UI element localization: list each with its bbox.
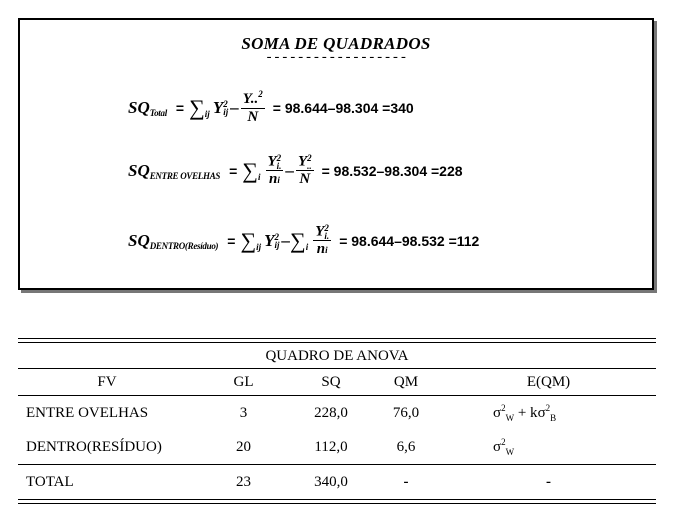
formula-result: = 98.532–98.304 =228 (321, 162, 463, 179)
term-sup: 2 (274, 231, 280, 242)
numerator-text: Y.. (242, 91, 259, 107)
sigma-sub: W (505, 447, 515, 457)
cell-eqm: - (546, 473, 551, 490)
formula-sq-dentro (128, 224, 479, 258)
sq-symbol: SQ (128, 97, 150, 117)
formula-sq-total (128, 90, 414, 125)
anova-title: QUADRO DE ANOVA (265, 348, 409, 364)
cell-qm: 76,0 (392, 404, 420, 421)
sigma-symbol: σ (537, 405, 546, 421)
numerator-sup: 2 (258, 89, 263, 99)
sigma-sub: B (550, 413, 557, 423)
cell-qm: 6,6 (396, 438, 416, 455)
header-fv: FV (97, 373, 117, 390)
sigma-symbol: σ (493, 405, 502, 421)
plus-k: + k (514, 405, 538, 421)
header-qm: QM (393, 373, 419, 390)
anova-grid (18, 369, 656, 499)
table-row-total (18, 465, 656, 500)
sigma-sup: 2 (545, 403, 551, 413)
cell-fv: TOTAL (26, 473, 74, 490)
summation-subscript: i (305, 241, 309, 252)
equals-sign: = (175, 99, 185, 116)
header-eqm: E(QM) (526, 373, 571, 390)
denominator-text: n (269, 171, 278, 188)
numerator-sup: 2 (324, 223, 329, 233)
cell-sq: 228,0 (314, 404, 348, 421)
numerator-indices (324, 224, 329, 240)
numerator-sub: i. (324, 231, 330, 242)
term-indices (223, 100, 228, 116)
numerator-sub: i. (276, 161, 282, 172)
fraction (241, 90, 265, 125)
numerator-text: Y (297, 153, 308, 170)
denominator-text: n (316, 241, 326, 258)
sigma-sub: W (505, 413, 515, 423)
summation-icon: ∑ (189, 94, 205, 120)
fraction-numerator (296, 154, 314, 171)
formula-sq-entre (128, 154, 463, 188)
formula-result: = 98.644–98.532 =112 (339, 232, 480, 249)
cell-sq: 340,0 (314, 473, 348, 490)
anova-table (18, 338, 656, 504)
fraction (296, 154, 314, 188)
cell-qm: - (403, 473, 409, 490)
sigma-sup: 2 (501, 403, 506, 413)
fraction-denominator (269, 171, 280, 188)
sq-subscript: DENTRO(Resíduo) (149, 240, 219, 251)
equals-sign: = (227, 232, 236, 249)
table-row (18, 396, 656, 431)
cell-gl: 20 (236, 438, 251, 455)
numerator-sup: 2 (276, 153, 282, 163)
title-underline: ------------------ (264, 50, 408, 66)
numerator-indices (277, 154, 282, 170)
cell-eqm (441, 430, 656, 465)
summation-subscript: ij (204, 108, 210, 119)
summation-icon: ∑ (242, 157, 258, 183)
formula-title: SOMA DE QUADRADOS (241, 34, 431, 53)
summation-subscript: i (257, 171, 261, 182)
equals-sign: = (229, 162, 238, 179)
formula-result: = 98.644–98.304 =340 (272, 99, 414, 116)
sq-symbol: SQ (128, 160, 150, 180)
sigma-symbol: σ (493, 439, 502, 455)
denominator-sub: i (277, 175, 280, 186)
cell-gl: 23 (236, 473, 251, 490)
fraction (313, 224, 331, 258)
fraction-denominator: N (247, 108, 259, 125)
table-row (18, 430, 656, 465)
cell-eqm (441, 396, 656, 431)
summation-subscript: ij (256, 241, 262, 252)
minus-sign: – (230, 97, 239, 117)
term-sup: 2 (223, 98, 228, 109)
fraction-numerator (266, 154, 284, 171)
summation-icon: ∑ (290, 227, 306, 253)
term-indices (275, 233, 280, 249)
cell-gl: 3 (239, 404, 248, 421)
cell-sq: 112,0 (314, 438, 348, 455)
term-sub: ij (274, 239, 280, 250)
numerator-text: Y (267, 153, 277, 170)
fraction-numerator (241, 90, 265, 109)
fraction (266, 154, 284, 188)
numerator-sub: .. (307, 161, 312, 172)
header-row (18, 369, 656, 396)
term-y: Y (264, 230, 275, 250)
cell-fv: DENTRO(RESÍDUO) (26, 438, 162, 455)
sq-symbol: SQ (128, 230, 150, 250)
formula-box (18, 18, 654, 290)
minus-sign: – (285, 160, 294, 180)
sigma-sup: 2 (501, 437, 506, 447)
fraction-denominator (317, 241, 328, 258)
summation-icon: ∑ (240, 227, 257, 253)
bottom-double-rule (18, 499, 656, 504)
fraction-numerator (313, 224, 331, 241)
sq-subscript: Total (149, 107, 167, 118)
numerator-sup: 2 (307, 153, 312, 163)
denominator-sub: i (325, 245, 328, 256)
header-sq: SQ (321, 373, 341, 390)
fraction-denominator: N (299, 171, 311, 188)
header-gl: GL (233, 373, 254, 390)
cell-fv: ENTRE OVELHAS (26, 404, 149, 421)
term-y: Y (212, 97, 224, 117)
numerator-indices (307, 154, 312, 170)
sq-subscript: ENTRE OVELHAS (149, 170, 221, 181)
term-sub: ij (223, 106, 229, 117)
minus-sign: – (281, 230, 291, 250)
numerator-text: Y (315, 223, 325, 240)
